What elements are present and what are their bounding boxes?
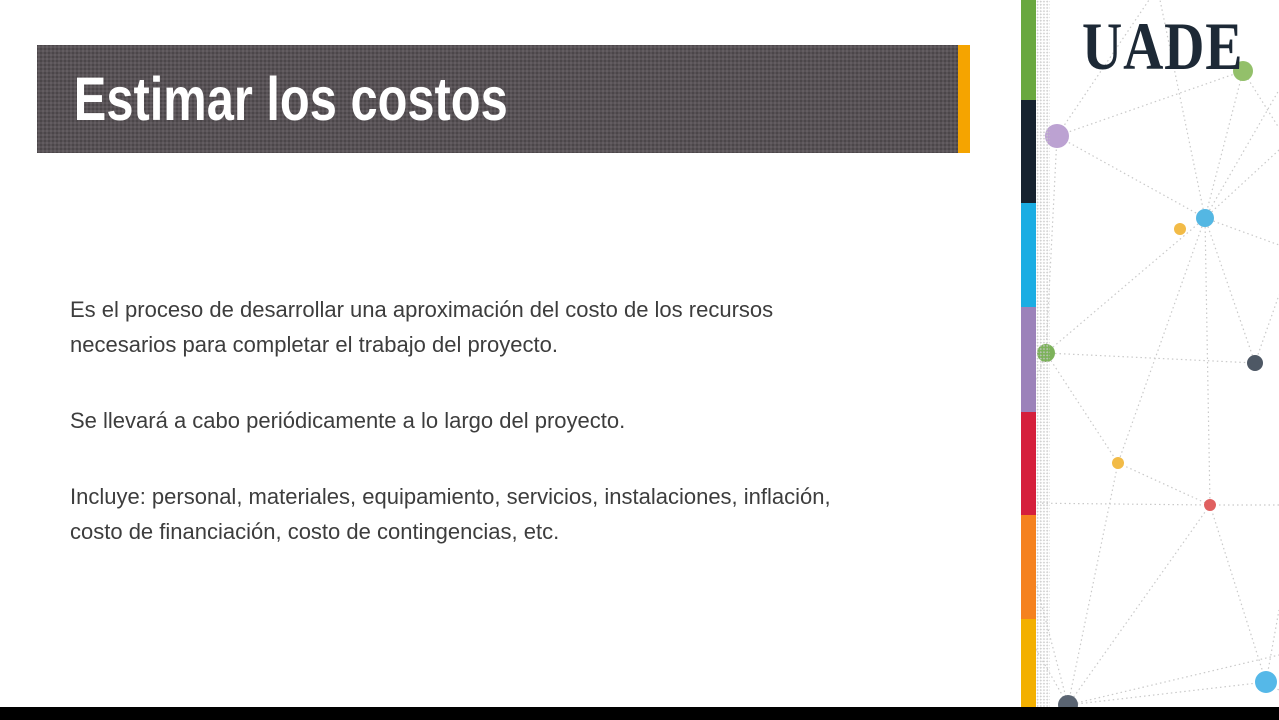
network-dot xyxy=(1174,223,1186,235)
stripe-segment-navy xyxy=(1021,100,1036,203)
stripe-segment-purple xyxy=(1021,307,1036,412)
stripe-segment-red xyxy=(1021,412,1036,515)
bottom-bar xyxy=(0,707,1279,720)
color-stripe xyxy=(1021,0,1036,720)
network-dot xyxy=(1112,457,1124,469)
paragraph-line: costo de financiación, costo de contingencias, etc. xyxy=(70,519,560,544)
stripe-segment-cyan xyxy=(1021,203,1036,307)
paragraph-3 xyxy=(70,479,831,549)
paragraph-line: Se llevará a cabo periódicamente a lo largo del proyecto. xyxy=(70,408,626,433)
network-dot xyxy=(1204,499,1216,511)
network-dot xyxy=(1247,355,1263,371)
paragraph-line: Es el proceso de desarrollar una aproximación del costo de los recursos xyxy=(70,297,774,322)
network-dot xyxy=(1196,209,1214,227)
paragraph-line: Incluye: personal, materiales, equipamiento, servicios, instalaciones, inflación, xyxy=(70,484,831,509)
body-text xyxy=(70,292,831,549)
stripe-segment-yellow xyxy=(1021,619,1036,720)
halftone-band xyxy=(1036,0,1050,707)
uade-logo: UADE xyxy=(1082,8,1244,84)
title-accent-bar xyxy=(958,45,970,153)
title-bar xyxy=(37,45,970,153)
stripe-segment-orange xyxy=(1021,515,1036,619)
paragraph-1 xyxy=(70,292,831,362)
paragraph-line: necesarios para completar el trabajo del proyecto. xyxy=(70,332,558,357)
paragraph-2 xyxy=(70,403,831,438)
stripe-segment-green xyxy=(1021,0,1036,100)
page-title: Estimar los costos xyxy=(73,65,508,133)
network-dot xyxy=(1255,671,1277,693)
